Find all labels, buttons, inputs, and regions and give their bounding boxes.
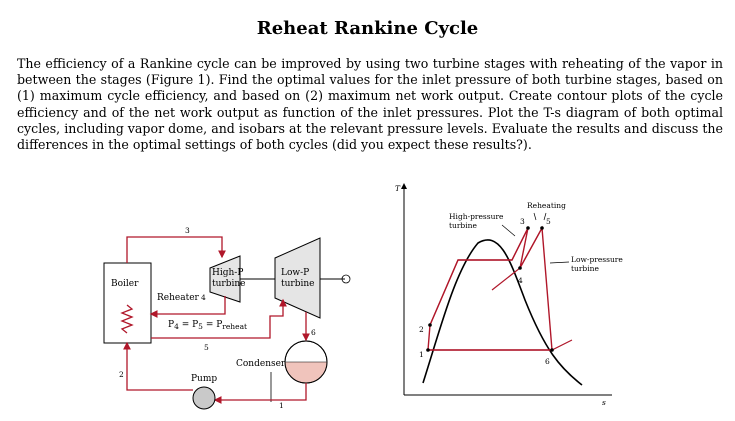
hp-turbine-ts-1: High-pressure xyxy=(449,212,504,221)
ts-state-3: 3 xyxy=(520,217,525,226)
boiler-label: Boiler xyxy=(111,279,139,289)
cycle-schematic xyxy=(104,226,350,410)
lp-leader xyxy=(550,262,569,263)
pipe-1 xyxy=(215,383,306,400)
page-title: Reheat Rankine Cycle xyxy=(256,18,479,39)
ts-state-4: 4 xyxy=(518,276,523,285)
pipe-5 xyxy=(151,300,283,338)
pipe-2 xyxy=(127,343,193,390)
lp-turbine-label-1: Low-P xyxy=(281,268,310,278)
reheating-brace xyxy=(534,213,546,220)
ts-state-6: 6 xyxy=(545,357,550,366)
pump-label: Pump xyxy=(191,374,218,384)
cycle-path xyxy=(428,228,552,350)
lp-turbine-ts-2: turbine xyxy=(571,264,599,273)
lp-turbine-label-2: turbine xyxy=(281,279,315,289)
lp-turbine xyxy=(275,238,320,318)
state-1-label: 1 xyxy=(279,401,284,410)
boiler xyxy=(104,263,151,343)
problem-statement: The efficiency of a Rankine cycle can be improved by using two turbine stages with reheating of the vapor in between the stages (Figure 1). Find the optimal values for the inlet pressure of both turbine stages, based on (1) maximum cycle efficiency, and based on (2) maximum net work output. Create contour plots of the cycle efficiency and of the net work output as function of the inlet pressures. Plot the T-s diagram of both optimal cycles, including vapor dome, and isobars at the relevant pressure levels. Evaluate the results and discuss the differences in the optimal settings of both cycles (did you expect these results?). xyxy=(17,56,723,153)
reheater-label: Reheater xyxy=(157,293,199,303)
state-3-label: 3 xyxy=(185,226,190,235)
hp-turbine-label-1: High-P xyxy=(212,268,244,278)
state-5-label: 5 xyxy=(204,343,209,352)
t-axis-label: T xyxy=(395,184,401,193)
state-4-label: 4 xyxy=(201,293,206,302)
ts-diagram xyxy=(395,184,623,407)
hp-turbine-ts-2: turbine xyxy=(449,221,477,230)
hp-leader xyxy=(502,225,515,236)
pump xyxy=(193,387,215,409)
ts-state-1: 1 xyxy=(419,350,424,359)
state-2-label: 2 xyxy=(119,370,124,379)
s-axis-label: s xyxy=(602,398,606,407)
vapor-dome xyxy=(423,240,582,385)
condenser-label: Condenser xyxy=(236,359,286,369)
condensate-fill xyxy=(285,362,327,383)
ts-state-2: 2 xyxy=(419,325,424,334)
pipe-3 xyxy=(127,237,222,263)
state-6-label: 6 xyxy=(311,328,316,337)
hp-turbine-label-2: turbine xyxy=(212,279,246,289)
ts-state-5: 5 xyxy=(546,217,551,226)
isobar-low xyxy=(428,340,572,350)
lp-turbine-ts-1: Low-pressure xyxy=(571,255,623,264)
pressure-equation: $P_4 = P_5 = P_{reheat}$ xyxy=(168,320,248,331)
reheating-label: Reheating xyxy=(527,201,566,210)
